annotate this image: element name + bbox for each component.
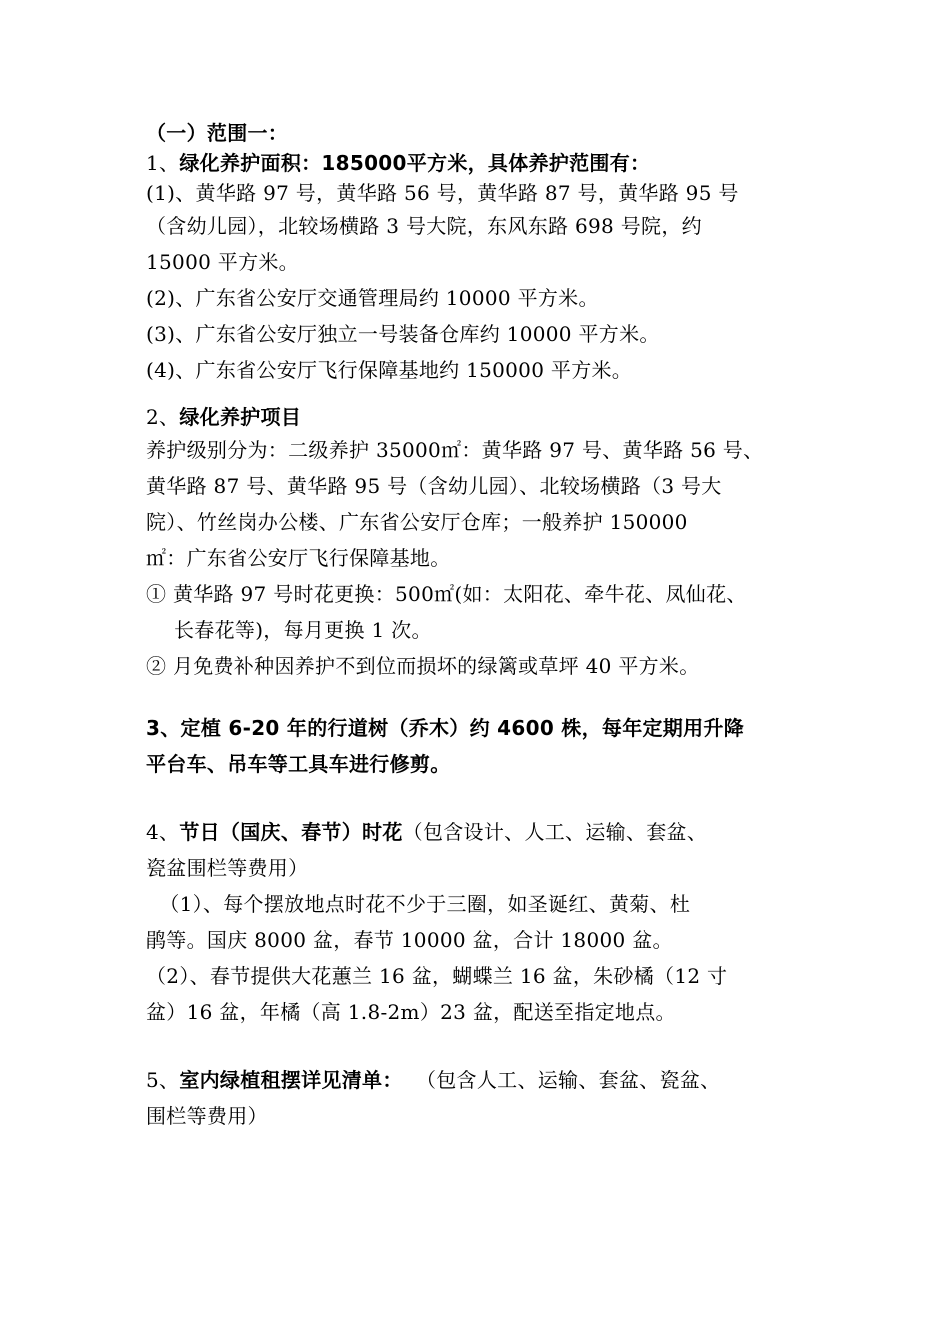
item4-heading-text: 节日（国庆、春节）时花 (179, 820, 403, 844)
item1-line: 15000 平方米。 (146, 250, 299, 274)
item2-heading (146, 402, 836, 432)
item5-heading (146, 1062, 836, 1098)
item1-line: (1)、黄华路 97 号，黄华路 56 号，黄华路 87 号，黄华路 95 号 (146, 181, 739, 205)
item2-line: ㎡：广东省公安厅飞行保障基地。 (146, 546, 451, 570)
item4-heading (146, 814, 836, 850)
item5-number: 5、 (146, 1068, 180, 1092)
item3-number: 3、 (146, 716, 181, 740)
item2-line: 黄华路 87 号、黄华路 95 号（含幼儿园）、北较场横路（3 号大 (146, 474, 722, 498)
item3-cont: 平台车、吊车等工具车进行修剪。 (146, 752, 451, 776)
item1-line: （含幼儿园），北较场横路 3 号大院，东风东路 698 号院，约 (146, 214, 702, 238)
item1-heading (146, 148, 836, 178)
item1-line: (4)、广东省公安厅飞行保障基地约 150000 平方米。 (146, 358, 633, 382)
item4-cont: 瓷盆围栏等费用） (146, 856, 309, 880)
item4-line: 鹃等。国庆 8000 盆，春节 10000 盆，合计 18000 盆。 (146, 928, 673, 952)
item2-sub1: ① 黄华路 97 号时花更换：500㎡(如：太阳花、牵牛花、凤仙花、 (146, 582, 747, 606)
item4-heading-rest: （包含设计、人工、运输、套盆、 (402, 820, 708, 844)
item1-number: 1、 (146, 151, 180, 175)
item4-number: 4、 (146, 820, 180, 844)
item5-heading-rest: （包含人工、运输、套盆、瓷盆、 (402, 1068, 721, 1092)
item1-line: (3)、广东省公安厅独立一号装备仓库约 10000 平方米。 (146, 322, 660, 346)
item5-heading-text: 室内绿植租摆详见清单： (179, 1068, 403, 1092)
item5-cont: 围栏等费用） (146, 1104, 268, 1128)
item4-line: （2）、春节提供大花蕙兰 16 盆，蝴蝶兰 16 盆，朱砂橘（12 寸 (146, 964, 728, 988)
item2-line: 院）、竹丝岗办公楼、广东省公安厅仓库；一般养护 150000 (146, 510, 688, 534)
item4-line: 盆）16 盆，年橘（高 1.8-2m）23 盆，配送至指定地点。 (146, 1000, 676, 1024)
item4-line: （1）、每个摆放地点时花不少于三圈，如圣诞红、黄菊、杜 (146, 892, 691, 916)
item2-heading-text: 绿化养护项目 (179, 405, 302, 429)
document-page (146, 118, 836, 1134)
item3-text: 定植 6-20 年的行道树（乔木）约 4600 株，每年定期用升降 (180, 716, 744, 740)
section-title: （一）范围一： (146, 121, 289, 145)
item2-sub2: ② 月免费补种因养护不到位而损坏的绿篱或草坪 40 平方米。 (146, 654, 700, 678)
item1-line: (2)、广东省公安厅交通管理局约 10000 平方米。 (146, 286, 599, 310)
item3-heading (146, 710, 836, 746)
item2-line: 养护级别分为：二级养护 35000㎡：黄华路 97 号、黄华路 56 号、 (146, 438, 764, 462)
item1-heading-text: 绿化养护面积：185000平方米，具体养护范围有： (179, 151, 651, 175)
item2-number: 2、 (146, 405, 180, 429)
item2-sub1-cont: 长春花等)，每月更换 1 次。 (174, 618, 432, 642)
